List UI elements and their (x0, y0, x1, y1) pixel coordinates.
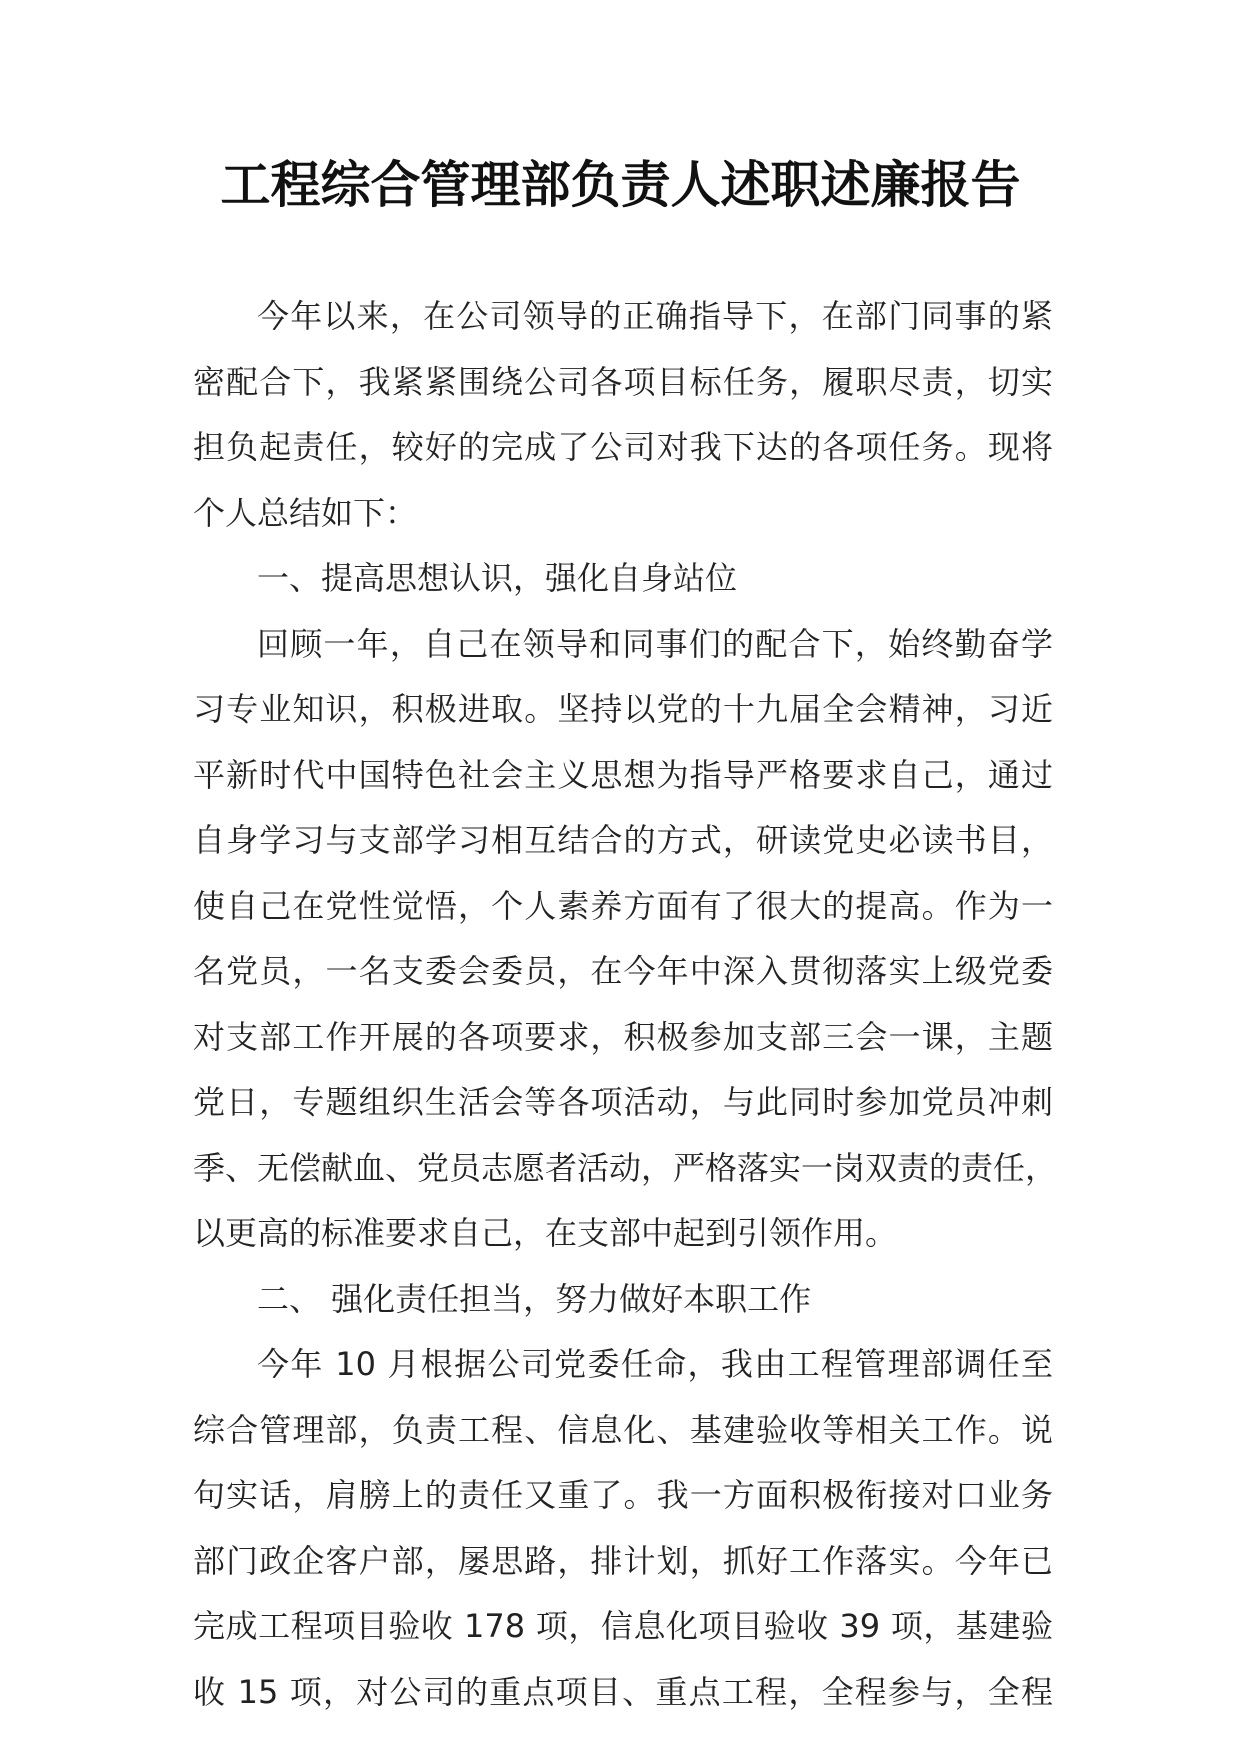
body-line: 今年以来，在公司领导的正确指导下，在部门同事的紧 (257, 297, 1053, 335)
body-line: 句实话，肩膀上的责任又重了。我一方面积极衔接对口业务 (193, 1476, 1053, 1514)
document-body (193, 284, 1058, 1725)
body-line: 党日，专题组织生活会等各项活动，与此同时参加党员冲刺 (193, 1083, 1053, 1121)
body-line: 今年 10 月根据公司党委任命，我由工程管理部调任至 (257, 1345, 1053, 1383)
body-line: 自身学习与支部学习相互结合的方式，研读党史必读书目， (193, 821, 1053, 859)
body-line: 密配合下，我紧紧围绕公司各项目标任务，履职尽责，切实 (193, 362, 1053, 401)
body-line: 收 15 项，对公司的重点项目、重点工程，全程参与，全程 (193, 1672, 1053, 1711)
document-title: 工程综合管理部负责人述职述廉报告 (220, 155, 1021, 214)
body-line: 部门政企客户部，屡思路，排计划，抓好工作落实。今年已 (193, 1541, 1053, 1580)
section-heading: 一、提高思想认识，强化自身站位 (257, 559, 738, 597)
body-line: 回顾一年，自己在领导和同事们的配合下，始终勤奋学 (257, 624, 1053, 663)
body-line: 对支部工作开展的各项要求，积极参加支部三会一课，主题 (193, 1017, 1053, 1056)
body-line: 使自己在党性觉悟，个人素养方面有了很大的提高。作为一 (193, 886, 1053, 925)
section-heading: 二、 强化责任担当，努力做好本职工作 (257, 1279, 812, 1318)
body-line: 个人总结如下： (193, 493, 418, 532)
body-line: 名党员，一名支委会委员，在今年中深入贯彻落实上级党委 (193, 952, 1053, 990)
body-line: 平新时代中国特色社会主义思想为指导严格要求自己，通过 (193, 755, 1053, 794)
body-line: 以更高的标准要求自己，在支部中起到引领作用。 (193, 1214, 898, 1252)
body-line: 习专业知识，积极进取。坚持以党的十九届全会精神，习近 (193, 690, 1053, 728)
body-line: 完成工程项目验收 178 项，信息化项目验收 39 项，基建验 (193, 1607, 1053, 1645)
body-line: 季、无偿献血、党员志愿者活动，严格落实一岗双责的责任， (193, 1148, 1058, 1187)
body-line: 综合管理部，负责工程、信息化、基建验收等相关工作。说 (193, 1410, 1053, 1449)
body-line: 担负起责任，较好的完成了公司对我下达的各项任务。现将 (193, 428, 1053, 466)
